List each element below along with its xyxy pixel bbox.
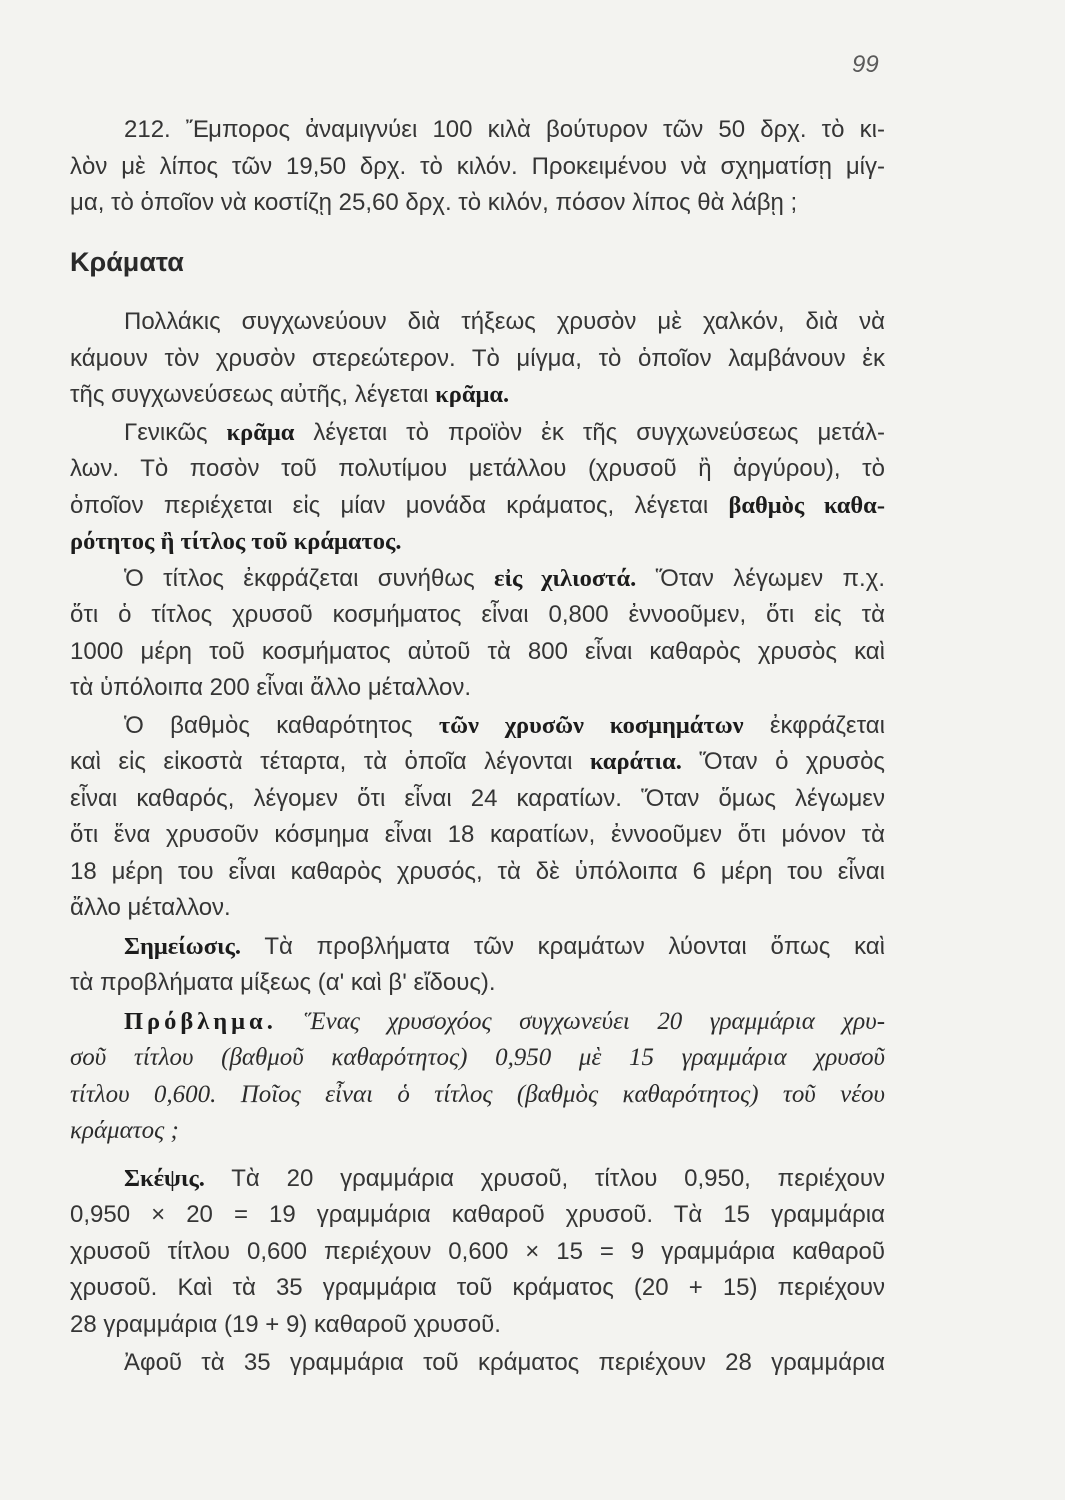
text-line: [70, 890, 885, 927]
text-run: 18 μέρη του εἶναι καθαρὸς χρυσός, τὰ δὲ ὑπόλοιπα 6 μέρη του εἶναι: [70, 857, 885, 885]
italic-text: κράματος ;: [70, 1117, 179, 1144]
italic-text: σοῦ τίτλου (βαθμοῦ καθαρότητος) 0,950 μὲ 15 γραμμάρια χρυσοῦ: [70, 1044, 885, 1071]
paragraph-title-thousandths: [70, 561, 885, 707]
text-run: 0,950 × 20 = 19 γραμμάρια καθαροῦ χρυσοῦ. Τὰ 15 γραμμάρια: [70, 1201, 885, 1228]
text-run: ἐκφράζεται: [743, 711, 885, 739]
text-run: λὸν μὲ λίπος τῶν 19,50 δρχ. τὸ κιλόν. Προκειμένου νὰ σχηματίσῃ μίγ-: [70, 152, 885, 180]
paragraph-continuation: [70, 1345, 885, 1382]
text-line: [70, 415, 885, 452]
text-line: [70, 744, 885, 781]
paragraph-problem: [70, 1004, 885, 1150]
paragraph-note: [70, 929, 885, 1002]
text-run: 28 γραμμάρια (19 + 9) καθαροῦ χρυσοῦ.: [70, 1310, 501, 1338]
text-run: ὅτι ἕνα χρυσοῦν κόσμημα εἶναι 18 καρατίων, ἐννοοῦμεν ὅτι μόνον τὰ: [70, 821, 885, 848]
text-line: [70, 1307, 885, 1344]
text-run: Τὰ προβλήματα τῶν κραμάτων λύονται ὅπως καὶ: [241, 932, 885, 960]
paragraph-carats: [70, 708, 885, 927]
text-run: Ὁ βαθμὸς καθαρότητος: [124, 711, 439, 739]
text-run: μα, τὸ ὁποῖον νὰ κοστίζῃ 25,60 δρχ. τὸ κιλόν, πόσον λίπος θὰ λάβῃ ;: [70, 189, 798, 216]
text-run: κάμουν τὸν χρυσὸν στερεώτερον. Τὸ μίγμα, τὸ ὁποῖον λαμβάνουν ἐκ: [70, 344, 885, 372]
text-line: [70, 1345, 885, 1382]
page-number: 99: [852, 51, 879, 78]
text-run: Ἀφοῦ τὰ 35 γραμμάρια τοῦ κράματος περιέχουν 28 γραμμάρια: [124, 1349, 885, 1376]
text-run: Γενικῶς: [124, 418, 227, 446]
text-line: [70, 185, 885, 222]
text-line: [70, 488, 885, 525]
text-run: Πολλάκις συγχωνεύουν διὰ τήξεως χρυσὸν μὲ χαλκόν, διὰ νὰ: [124, 308, 885, 335]
text-line: [70, 112, 885, 149]
text-line: [70, 965, 885, 1002]
text-line: [70, 377, 885, 414]
paragraph-problem-212: [70, 112, 885, 222]
italic-text: Ἕνας χρυσοχόος συγχωνεύει 20 γραμμάρια χρυ-: [276, 1007, 885, 1035]
text-line: [70, 561, 885, 598]
text-line: [70, 1113, 885, 1150]
text-line: [70, 1197, 885, 1234]
text-line: [70, 1161, 885, 1198]
text-run: χρυσοῦ. Καὶ τὰ 35 γραμμάρια τοῦ κράματος (20 + 15) περιέχουν: [70, 1274, 885, 1301]
text-line: [70, 634, 885, 671]
bold-term: καράτια.: [589, 748, 682, 775]
text-run: ὁποῖον περιέχεται εἰς μίαν μονάδα κράματος, λέγεται: [70, 491, 729, 519]
paragraph-alloy-definition: [70, 415, 885, 561]
text-line: [70, 451, 885, 488]
text-run: ὅτι ὁ τίτλος χρυσοῦ κοσμήματος εἶναι 0,800 ἐννοοῦμεν, ὅτι εἰς τὰ: [70, 601, 885, 628]
text-line: [70, 524, 885, 561]
bold-term: ρότητος ἢ τίτλος τοῦ κράματος.: [70, 528, 402, 555]
text-run: Τὰ 20 γραμμάρια χρυσοῦ, τίτλου 0,950, περιέχουν: [204, 1164, 885, 1192]
text-line: [70, 781, 885, 818]
text-line: [70, 1004, 885, 1041]
text-run: καὶ εἰς εἰκοστὰ τέταρτα, τὰ ὁποῖα λέγονται: [70, 748, 590, 775]
text-line: [70, 304, 885, 341]
text-run: εἶναι καθαρός, λέγομεν ὅτι εἶναι 24 καρατίων. Ὅταν ὅμως λέγωμεν: [70, 784, 885, 812]
text-run: τὰ προβλήματα μίξεως (α' καὶ β' εἴδους).: [70, 969, 496, 996]
text-run: Ὅταν ὁ χρυσὸς: [681, 748, 885, 775]
bold-term: Σκέψις.: [124, 1164, 205, 1192]
text-line: [70, 708, 885, 745]
bold-term: βαθμὸς καθα-: [728, 491, 885, 519]
text-run: Ὅταν λέγωμεν π.χ.: [636, 564, 885, 592]
text-line: [70, 670, 885, 707]
paragraph-alloy-intro: [70, 304, 885, 414]
text-run: ἄλλο μέταλλον.: [70, 894, 231, 921]
text-run: 1000 μέρη τοῦ κοσμήματος αὐτοῦ τὰ 800 εἶναι καθαρὸς χρυσὸς καὶ: [70, 637, 885, 665]
text-line: [70, 929, 885, 966]
text-run: λων. Τὸ ποσὸν τοῦ πολυτίμου μετάλλου (χρυσοῦ ἢ ἀργύρου), τὸ: [70, 455, 885, 482]
text-body: [70, 112, 885, 1382]
paragraph-reasoning: [70, 1161, 885, 1344]
text-line: [70, 149, 885, 186]
section-heading: Κράματα: [70, 246, 184, 277]
bold-term: κρᾶμα.: [435, 381, 510, 408]
text-line: [70, 1234, 885, 1271]
text-run: χρυσοῦ τίτλου 0,600 περιέχουν 0,600 × 15 = 9 γραμμάρια καθαροῦ: [70, 1237, 885, 1265]
bold-term: κρᾶμα: [226, 418, 295, 446]
text-line: [70, 817, 885, 854]
text-run: τὰ ὑπόλοιπα 200 εἶναι ἄλλο μέταλλον.: [70, 674, 472, 701]
text-run: λέγεται τὸ προϊὸν ἐκ τῆς συγχωνεύσεως μετάλ-: [294, 418, 885, 446]
bold-term: Σημείωσις.: [124, 932, 242, 960]
text-run: τῆς συγχωνεύσεως αὐτῆς, λέγεται: [70, 381, 436, 408]
text-line: [70, 1040, 885, 1077]
text-line: [70, 1077, 885, 1114]
problem-label: Πρόβλημα.: [124, 1007, 277, 1035]
bold-term: τῶν χρυσῶν κοσμημάτων: [438, 711, 744, 739]
text-line: [70, 1270, 885, 1307]
text-line: [70, 854, 885, 891]
text-line: [70, 341, 885, 378]
text-line: [70, 597, 885, 634]
text-run: Ὁ τίτλος ἐκφράζεται συνήθως: [124, 564, 494, 592]
italic-text: τίτλου 0,600. Ποῖος εἶναι ὁ τίτλος (βαθμὸς καθαρότητος) τοῦ νέου: [70, 1080, 885, 1108]
text-run: 212. Ἔμπορος ἀναμιγνύει 100 κιλὰ βούτυρον τῶν 50 δρχ. τὸ κι-: [124, 116, 885, 143]
bold-term: εἰς χιλιοστά.: [494, 564, 637, 592]
